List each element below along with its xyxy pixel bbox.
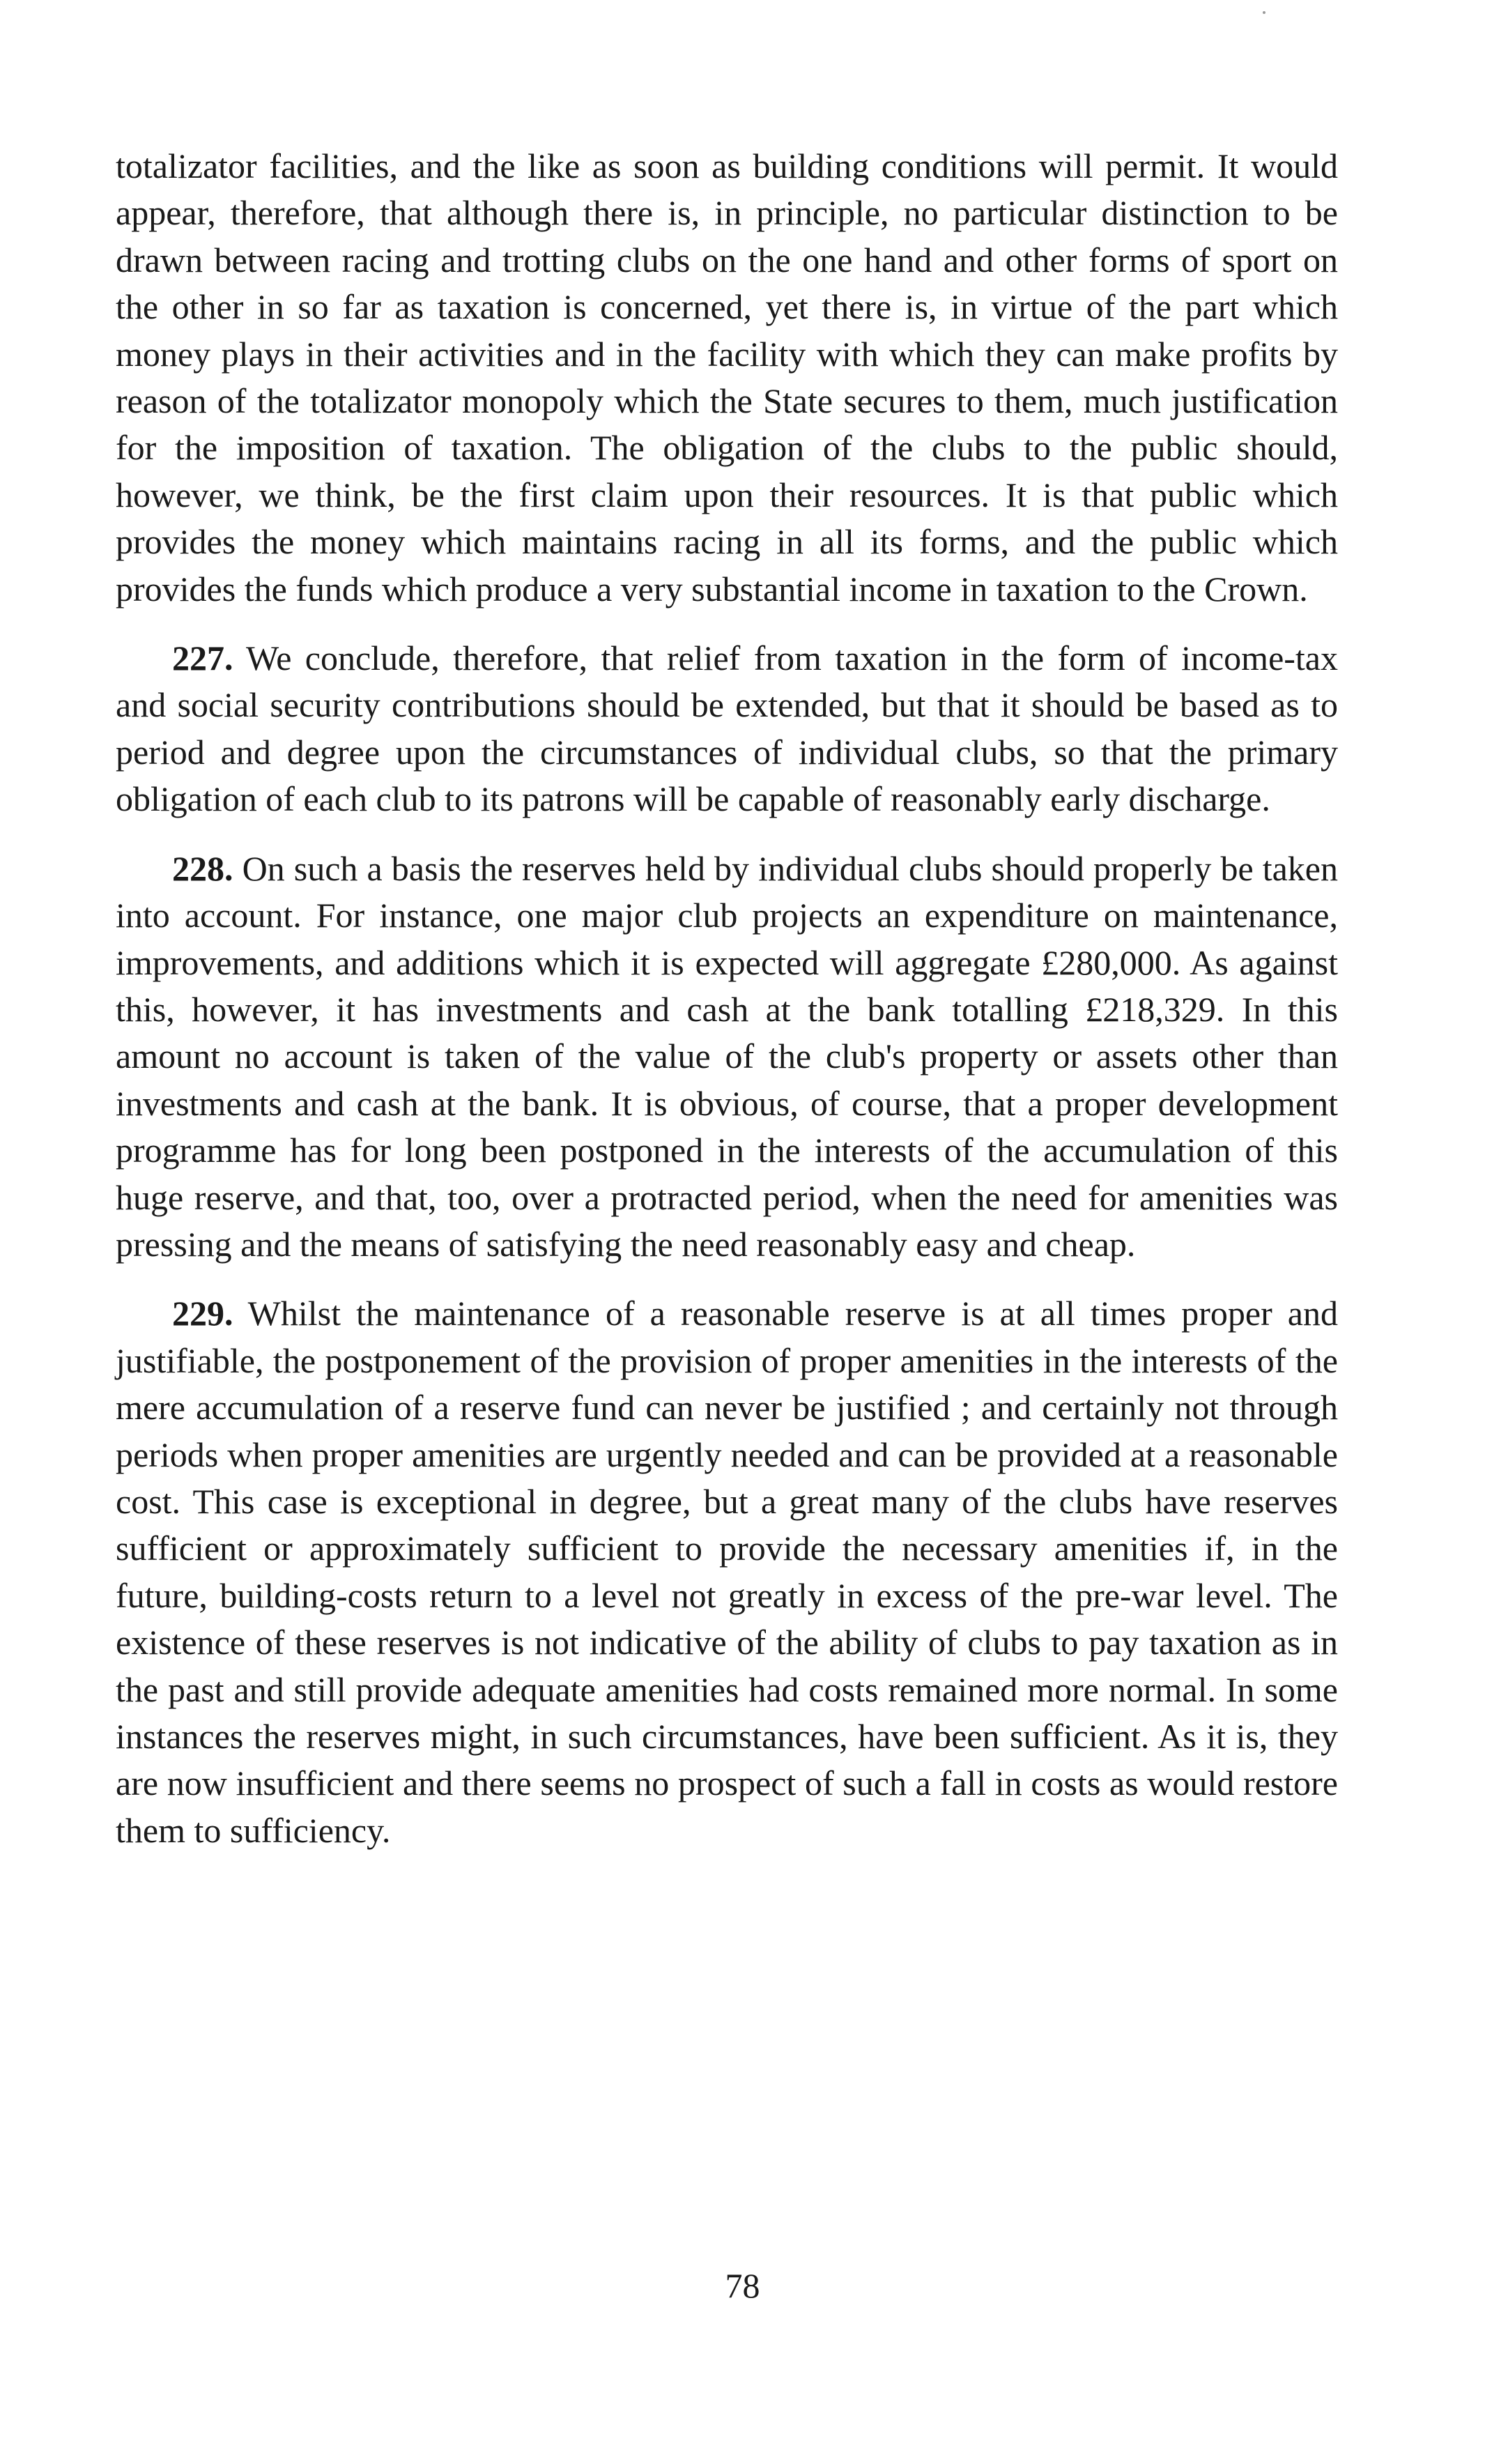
paragraph-text: totalizator facilities, and the like as soon as building conditions will permit. It would appear, therefore, that although there is, in principle, no particular distinction to be drawn between racing and trotting clubs on the one hand and other forms of sport on the other in so far as taxation is concerned, yet there is, in virtue of the part which money plays in their activities and in the facility with which they can make profits by reason of the totalizator monopoly which the State secures to them, much justification for the imposition of taxation. The obligation of the clubs to the public should, however, we think, be the first claim upon their resources. It is that public which provides the money which maintains racing in all its forms, and the public which provides the funds which produce a very substantial income in taxation to the Crown. (116, 146, 1338, 609)
paragraph-number: 228. (172, 848, 233, 888)
paragraph-number: 227. (172, 638, 233, 678)
page-body (116, 143, 1338, 1876)
paragraph-227 (116, 635, 1338, 823)
page-number: 78 (725, 2266, 760, 2305)
paragraph-continued (116, 143, 1338, 613)
paragraph-text: Whilst the maintenance of a reasonable reserve is at all times proper and justifiable, the postponement of the provision of proper amenities in the interests of the mere accumulation of a reserve fund can never be justified ; and certainly not through periods when proper amenities are urgently needed and can be provided at a reasonable cost. This case is exceptional in degree, but a great many of the clubs have reserves sufficient or approximately sufficient to provide the necessary amenities if, in the future, building-costs return to a level not greatly in excess of the pre-war level. The existence of these reserves is not indicative of the ability of clubs to pay taxation as in the past and still provide adequate amenities had costs remained more normal. In some instances the reserves might, in such circumstances, have been sufficient. As it is, they are now insufficient and there seems no prospect of such a fall in costs as would restore them to sufficiency. (116, 1294, 1338, 1850)
paragraph-number: 229. (172, 1294, 233, 1333)
scan-speck (1263, 11, 1265, 14)
paragraph-228 (116, 845, 1338, 1269)
paragraph-text: We conclude, therefore, that relief from taxation in the form of income-tax and social security contributions should be extended, but that it should be based as to period and degree upon the circumstances of individual clubs, so that the primary obligation of each club to its patrons will be capable of reasonably early discharge. (116, 638, 1338, 819)
paragraph-229 (116, 1290, 1338, 1854)
paragraph-text: On such a basis the reserves held by individual clubs should properly be taken into account. For instance, one major club projects an expenditure on maintenance, improvements, and additions which it is expected will aggregate £280,000. As against this, however, it has investments and cash at the bank totalling £218,329. In this amount no account is taken of the value of the club's property or assets other than investments and cash at the bank. It is obvious, of course, that a proper development programme has for long been postponed in the interests of the accumulation of this huge reserve, and that, too, over a protracted period, when the need for amenities was pressing and the means of satisfying the need reasonably easy and cheap. (116, 848, 1338, 1264)
